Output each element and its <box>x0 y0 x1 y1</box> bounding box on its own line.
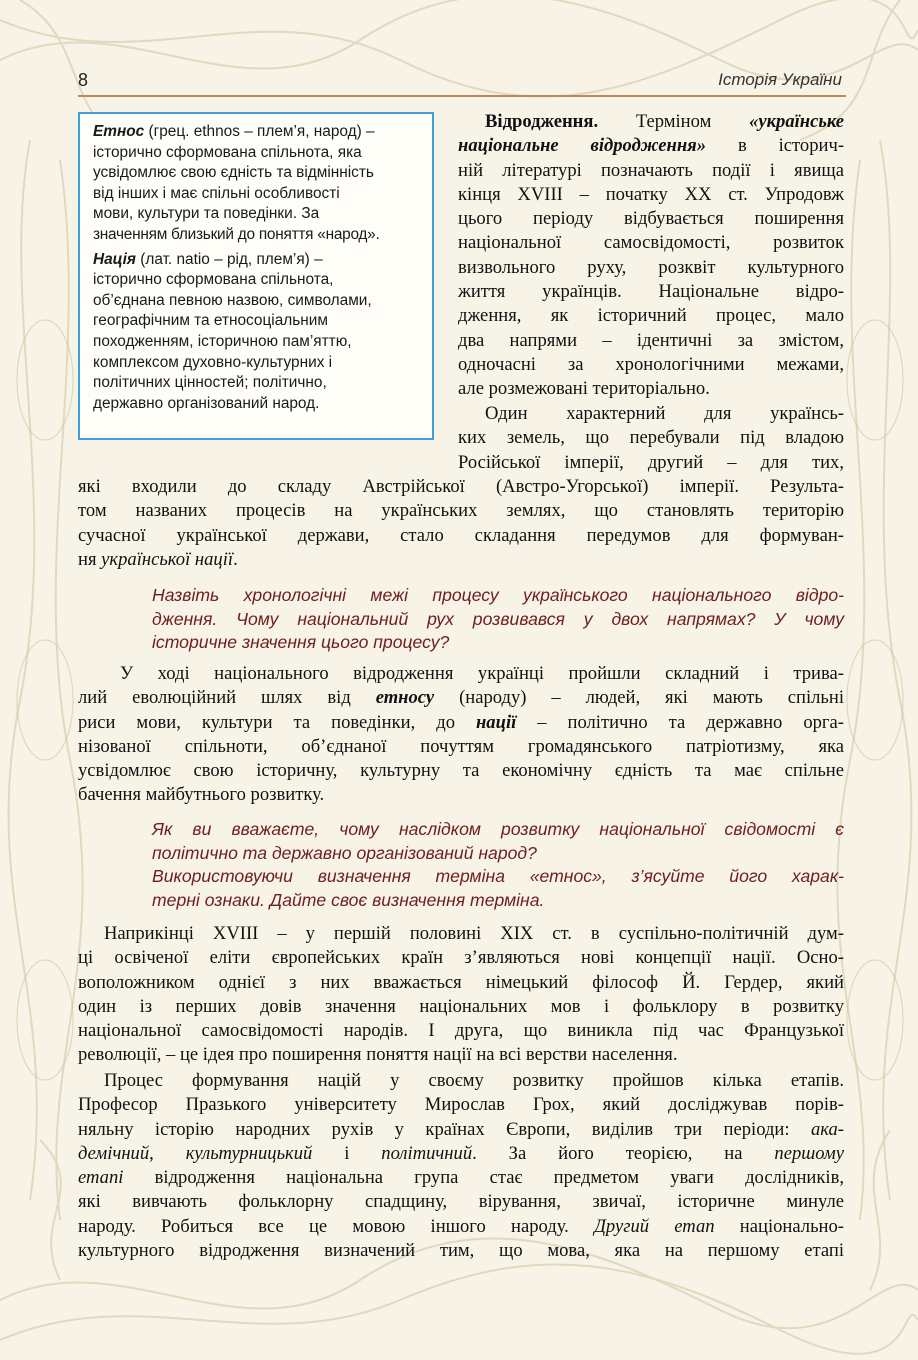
paragraph-herder: Наприкінці XVIII – у першій половині XIX ст. в суспільно-політичній дум- ці освіченої еліти європейських країн з’являються нові концепції нації. Осно- воположником однієї з них вважається німецький філософ Й. Гердер, який один із перших довів значення національних мов і фольклору в розвитку національної самосвідомості народів. І друга, що виникла під час Французької революції, – це ідея про поширення поняття нації на всі верстви населення. <box>78 923 844 1066</box>
paragraph-revival-definition: Відродження. Терміном «українське національне відродження» в історич- ній літературі позначають події і явища кінця XVIII – початку XX ст. Упродовж цього періоду відбувається поширення національної самосвідомості, розвиток визвольного руху, розквіт культурного життя українців. Національне відро- дження, як історичний процес, мало два напрями – ідентичні за змістом, одночасні за хронологічними межами, але розмежовані територіально. <box>458 111 845 400</box>
term-nation: Нація <box>93 250 136 268</box>
definition-nation: Нація (лат. natio – рід, плем’я) – історично сформована спільнота, об’єднана певною назвою, символами, географічним та етносоціальним походженням, історичною пам’яттю, комплексом духовно-культурних і політичних цінностей; політично, державно організований народ. <box>93 250 372 412</box>
paragraph-ethnos-to-nation: У ході національного відродження українці пройшли складний і трива- лий еволюційний шлях від етносу (народу) – людей, які мають спільні риси мови, культури та поведінки, до нації – політично та державно орга- нізованої спільноти, об’єднаної почуттям громадянського патріотизму, яка усвідомлює свою історичну, культурну та економічну єдність та має спільне бачення майбутнього розвитку. <box>78 663 844 806</box>
section-heading-revival: Відродження. <box>485 111 599 132</box>
review-question-2: Як ви вважаєте, чому наслідком розвитку національної свідомості є політично та державно організований народ? Використовуючи визначення терміна «етнос», з’ясуйте його харак- терні ознаки. Дайте своє визначення терміна. <box>152 819 844 910</box>
definition-ethnos: Етнос (грец. ethnos – плем’я, народ) – історично сформована спільнота, яка усвідомлює свою єдність та відмінність від інших і має спільні особливості мови, культури та поведінки. За значенням близький до поняття «народ». <box>93 123 380 243</box>
paragraph-two-directions-narrow: Один характерний для українсь- ких земель, що перебували під владою Російської імперії, другий – для тих, <box>458 403 844 473</box>
term-ethnos: Етнос <box>93 123 145 140</box>
paragraph-hroch-stages: Процес формування націй у своєму розвитку пройшов кілька етапів. Професор Празького університету Мирослав Грох, який досліджував порів- няльну історію народних рухів у країнах Європи, виділив три періоди: ака- демічний, культурницький і політичний. За його теорією, на першому етапі відродження національна група стає предметом уваги дослідників, які вивчають фольклорну спадщину, вірування, звичаї, історичне минуле народу. Робиться все це мовою іншого народу. Другий етап національно- культурного відродження визначений тим, що мова, яка на першому етапі <box>78 1070 844 1262</box>
header-divider <box>78 95 846 97</box>
page-number: 8 <box>78 70 89 90</box>
review-question-1: Назвіть хронологічні межі процесу українського національного відро- дження. Чому національний рух розвивався у двох напрямах? У чому історичне значення цього процесу? <box>152 585 844 653</box>
running-title: Історія України <box>718 70 842 89</box>
paragraph-two-directions: які входили до складу Австрійської (Австро-Угорської) імперії. Результа- том названих процесів на українських землях, що становлять територію сучасної української держави, стало складання передумов для формуван- ня української нації. <box>78 476 844 570</box>
